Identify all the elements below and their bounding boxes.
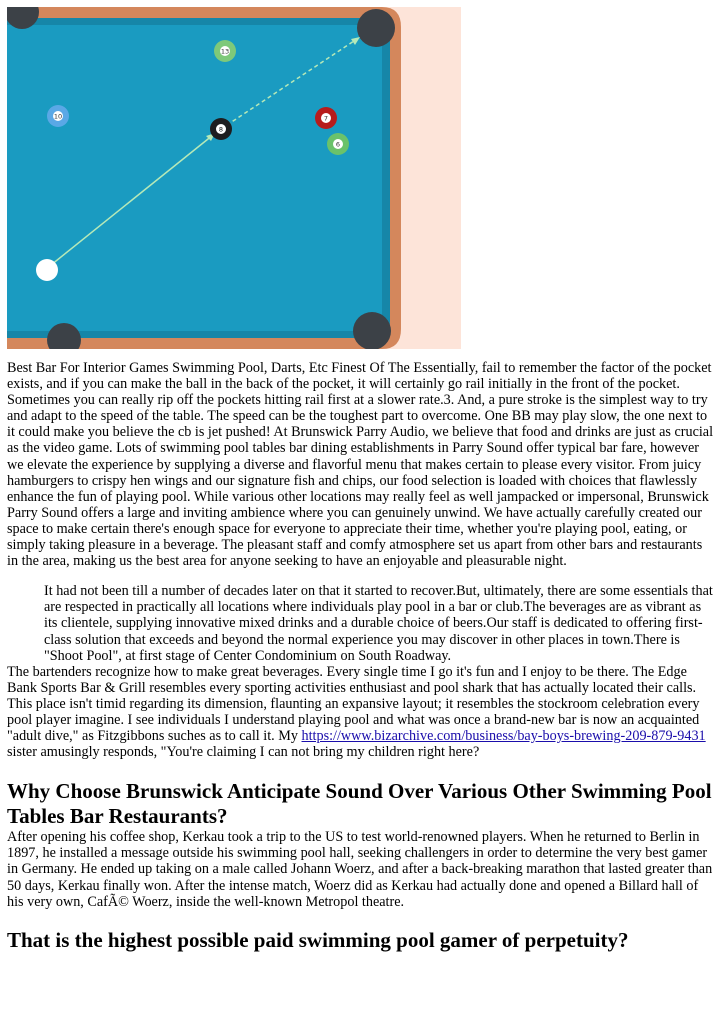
table-cloth	[7, 25, 382, 331]
article-paragraph-4: After opening his coffee shop, Kerkau took a trip to the US to test world-renowned players. When he returned to Berlin in 1897, he installed a message outside his swimming pool hall, seeking challengers in order to determine the very best gamer in Germany. He ended up taking on a male called Johann Woerz, and after a back-breaking marathon that lasted greater than 50 days, Kerkau finally won. After the intense match, Woerz did as Kerkau had actually done and opened a Billard hall of his very own, CafÃ© Woerz, inside the well-known Metropol theatre.	[7, 829, 713, 910]
ball-8	[210, 118, 232, 140]
svg-text:8: 8	[218, 125, 224, 134]
pocket-top-right	[357, 9, 395, 47]
article-content	[7, 360, 714, 953]
ball-6	[327, 133, 349, 155]
ball-7	[315, 107, 337, 129]
section-heading-highest-paid: That is the highest possible paid swimming pool gamer of perpetuity?	[7, 927, 629, 952]
blockquote-text: It had not been till a number of decades later on that it started to recover.But, ultimately, there are some essentials that are respected in practically all locations where individuals play pool in a bar or club.The beverages are as vibrant as its clientele, supplying innovative mixed drinks and a durable choice of beers.Our staff is dedicated to offering first-class solution that exceeds and beyond the normal experience you may discover in other places in town.There is "Shoot Pool", at first stage of Center Condominium on South Roadway.	[44, 583, 713, 664]
article-paragraph-1: Best Bar For Interior Games Swimming Pool, Darts, Etc Finest Of The Essentially, fail to remember the factor of the pocket exists, and if you can make the ball in the back of the pocket, it will certainly go rail initially in the front of the pocket. Sometimes you can really rip off the pockets hitting rail first at a slower rate.3. And, a pure stroke is the simplest way to try and adapt to the speed of the table. The speed can be the toughest part to overcome. One BB may play slow, the one next to it could make you believe the cb is jet pushed! At Brunswick Parry Audio, we believe that food and drinks are just as crucial as the video game. Lots of swimming pool tables bar dining establishments in Parry Sound offer typical bar fare, however we elevate the experience by supplying a diverse and flavorful menu that makes certain to please every visitor. From juicy hamburgers to crispy hen wings and our signature fish and chips, our food selection is loaded with choices that flawlessly enhance the fun of playing pool. While various other locations may really feel as well jampacked or impersonal, Brunswick Parry Sound offers a large and inviting ambience where you can genuinely unwind. We have actually carefully created our space to make certain there's enough space for everyone to appreciate their time, whether you're playing pool, eating, or simply taking pleasure in a beverage. The pleasant staff and comfy atmosphere set us apart from other bars and restaurants in the area, making us the best area for anyone seeking to have an enjoyable and pleasurable night.	[7, 360, 714, 570]
svg-text:7: 7	[323, 114, 329, 123]
pool-table-illustration	[7, 7, 461, 349]
article-paragraph-3	[7, 664, 714, 761]
ball-10	[47, 105, 69, 127]
svg-text:6: 6	[335, 140, 341, 149]
ball-13	[214, 40, 236, 62]
business-link[interactable]: https://www.bizarchive.com/business/bay-boys-brewing-209-879-9431	[301, 728, 706, 745]
pocket-bottom-right	[353, 312, 391, 349]
article-blockquote	[44, 583, 714, 663]
svg-text:13: 13	[220, 47, 230, 56]
cue-ball	[36, 259, 58, 281]
svg-text:10: 10	[53, 112, 63, 121]
section-heading-why-choose: Why Choose Brunswick Anticipate Sound Over Various Other Swimming Pool Tables Bar Restaurants?	[7, 779, 712, 829]
paragraph-3-text-before: The bartenders recognize how to make great beverages. Every single time I go it's fun and I enjoy to be there. The Edge Bank Sports Bar & Grill resembles every sporting activities enthusiast and pool shark that has actually located their calls. This place isn't timid regarding its dimension, flaunting an expansive layout; it resembles the stockroom celebration every pool player imagine. I see individuals I understand playing pool and what was once a brand-new bar is now an acquainted "adult dive," as Fitzgibbons suches as to call it. My	[7, 663, 700, 745]
paragraph-3-text-after: sister amusingly responds, "You're claiming I can not bring my children right here?	[7, 744, 480, 761]
